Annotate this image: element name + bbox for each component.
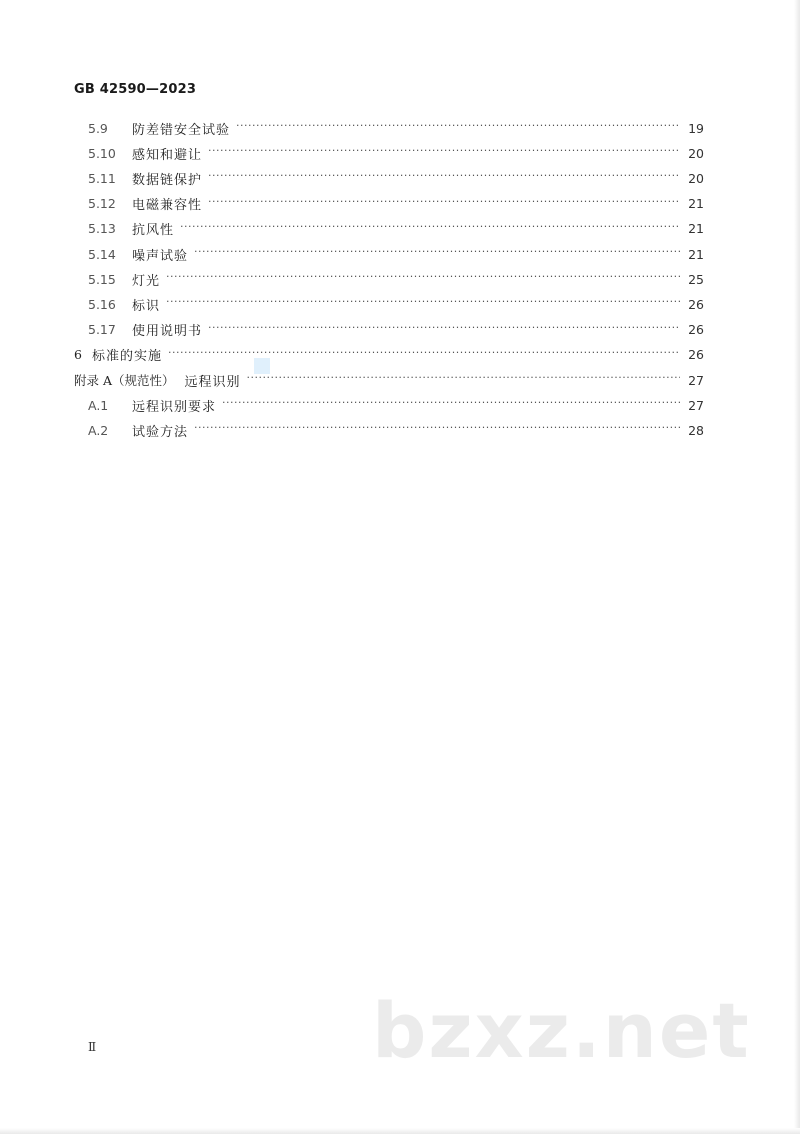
toc-entry[interactable] <box>88 242 704 266</box>
toc-entry[interactable] <box>88 292 704 316</box>
toc-entry-title: 标准的实施 <box>91 349 162 365</box>
toc-entry-number: 5.10 <box>88 145 116 161</box>
toc-entry[interactable] <box>88 267 704 291</box>
toc-dot-leader <box>168 348 680 362</box>
toc-entry[interactable] <box>74 343 704 367</box>
page-edge <box>794 0 800 1134</box>
toc-dot-leader <box>208 146 680 160</box>
toc-dot-leader <box>208 197 680 211</box>
toc-entry-title: 抗风性 <box>132 223 175 239</box>
toc-dot-leader <box>208 323 680 337</box>
toc-entry-number: 5.12 <box>88 196 116 212</box>
toc-entry[interactable] <box>88 141 704 165</box>
toc-entry-number: 6 <box>74 347 82 363</box>
toc-entry-title: 使用说明书 <box>132 324 203 340</box>
toc-entry-number: 5.9 <box>88 120 108 136</box>
toc-entry-title: 数据链保护 <box>132 172 203 188</box>
toc-entry-number: A.2 <box>88 422 109 438</box>
toc-entry-number: 5.17 <box>88 322 116 338</box>
toc-entry-page: 20 <box>688 145 704 161</box>
toc-entry[interactable] <box>88 217 704 241</box>
toc-entry-number: 5.13 <box>88 221 116 237</box>
toc-entry[interactable] <box>74 368 704 392</box>
toc-entry[interactable] <box>88 116 704 140</box>
toc-entry-number: 5.14 <box>88 246 116 262</box>
toc-entry-number: 5.15 <box>88 271 116 287</box>
toc-entry-page: 26 <box>688 347 704 363</box>
toc-entry-title: 噪声试验 <box>132 248 189 264</box>
toc-entry[interactable] <box>88 166 704 190</box>
toc-entry-title: 感知和避让 <box>132 147 203 163</box>
toc-entry-title: 标识 <box>132 298 161 314</box>
toc-entry-number: 5.11 <box>88 170 116 186</box>
toc-entry-page: 25 <box>688 271 704 287</box>
toc-entry-page: 27 <box>688 397 704 413</box>
toc-entry-title: 防差错安全试验 <box>132 122 231 138</box>
toc-entry-page: 26 <box>688 296 704 312</box>
toc-dot-leader <box>180 222 680 236</box>
scan-artifact <box>254 358 270 374</box>
toc-dot-leader <box>247 373 680 387</box>
toc-entry[interactable] <box>88 393 704 417</box>
toc-entry-page: 20 <box>688 170 704 186</box>
toc-entry-page: 28 <box>688 422 704 438</box>
toc-entry-page: 19 <box>688 120 704 136</box>
watermark: bzxz.net <box>372 986 751 1075</box>
toc-entry-page: 21 <box>688 196 704 212</box>
toc-dot-leader <box>222 398 680 412</box>
toc-entry-title: 远程识别要求 <box>132 399 217 415</box>
page-number: Ⅱ <box>88 1040 97 1054</box>
toc-entry-page: 21 <box>688 221 704 237</box>
toc-dot-leader <box>166 272 680 286</box>
toc-entry[interactable] <box>88 418 704 442</box>
toc-entry-title: 灯光 <box>132 273 161 289</box>
toc-entry-title: 试验方法 <box>132 424 189 440</box>
standard-code-header: GB 42590—2023 <box>74 82 197 97</box>
toc-dot-leader <box>194 247 680 261</box>
toc-entry-page: 27 <box>688 372 704 388</box>
toc-dot-leader <box>166 297 680 311</box>
toc-entry[interactable] <box>88 318 704 342</box>
toc-dot-leader <box>236 121 680 135</box>
toc-entry-number: 附录 A（规范性） <box>74 373 175 388</box>
toc-entry[interactable] <box>88 192 704 216</box>
toc-entry-number: A.1 <box>88 397 109 413</box>
toc-entry-title: 电磁兼容性 <box>132 198 203 214</box>
toc-entry-number: 5.16 <box>88 296 116 312</box>
toc-dot-leader <box>208 171 680 185</box>
toc-entry-title: 远程识别 <box>184 374 241 390</box>
page-edge <box>0 1128 800 1134</box>
toc-dot-leader <box>194 423 680 437</box>
toc-entry-page: 26 <box>688 322 704 338</box>
toc-entry-page: 21 <box>688 246 704 262</box>
